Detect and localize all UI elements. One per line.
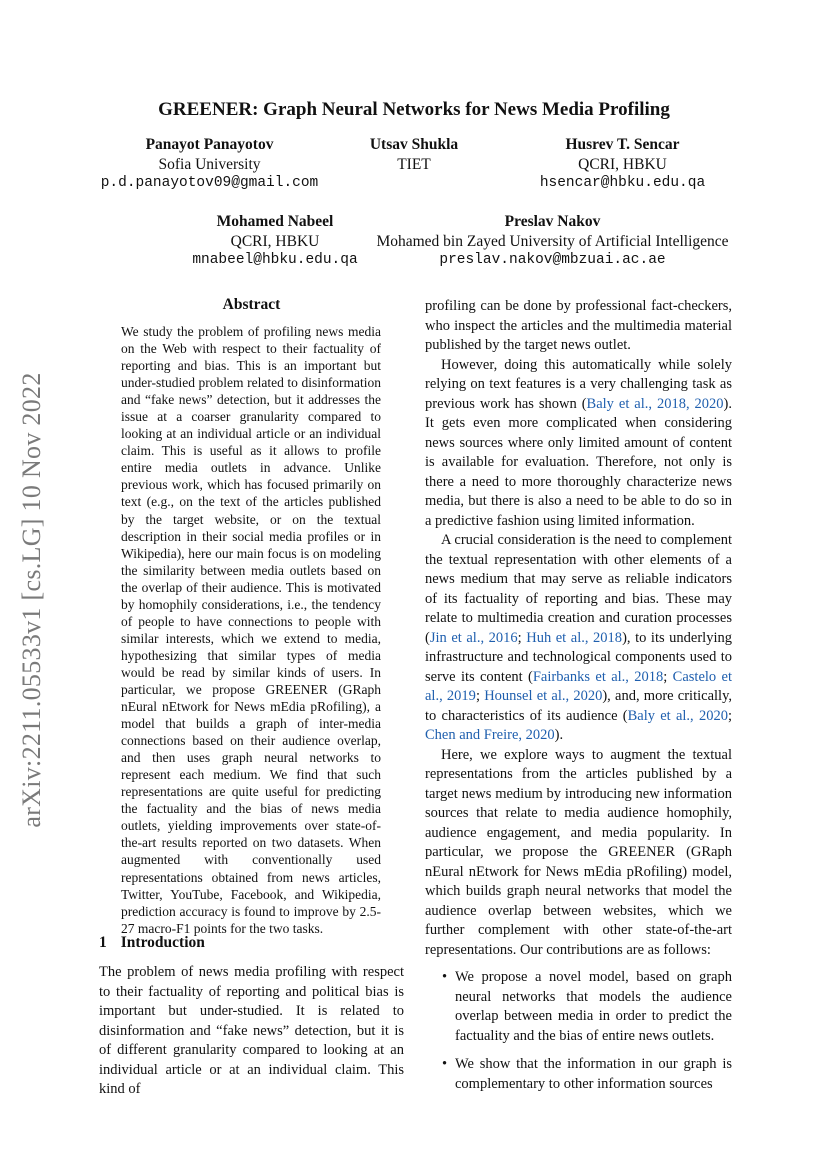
text-run: ). It gets even more complicated when considering news sources where only limited amount of content is available for evaluation. Therefore, not only is there a need to more thoroughly characterize news media, but there is also a need to be able to do so in a predictive fashion using limited information. (425, 395, 732, 529)
author-name: Panayot Panayotov (145, 136, 274, 153)
text-run: However, doing this automatically while solely relying on text features is a very challenging task as previous work has shown ( (425, 356, 732, 412)
paragraph (425, 356, 732, 532)
author-name: Utsav Shukla (369, 136, 459, 153)
citation-link[interactable]: Baly et al., 2018, 2020 (586, 395, 724, 412)
bullet-icon: • (442, 969, 448, 985)
arxiv-identifier: arXiv:2211.05533v1 [cs.LG] 10 Nov 2022 (17, 372, 46, 828)
section-heading (99, 934, 205, 952)
abstract-text: We study the problem of profiling news media on the Web with respect to their factuality of reporting and bias. This is an important but under-studied problem related to disinformation and “fake news” detection, but it addresses the issue at a coarser granularity compared to looking at an individual article or an individual claim. This is useful as it allows to profile entire media outlets in advance. Unlike previous work, which has focused primarily on text (e.g., on the text of the articles published by the target website, or on the textual description in their social media profiles or in Wikipedia), here our main focus is on modeling the similarity between media outlets based on the overlap of their audience. This is motivated by homophily considerations, i.e., the tendency of people to have connections to people with similar interests, which we extend to media, hypothesizing that similar types of media would be read by similar kinds of users. In particular, we propose GREENER (GRaph nEural nEtwork for News mEdia pRofiling), a model that builds a graph of inter-media connections based on their audience overlap, and then uses graph neural networks to represent each medium. We find that such representations are quite useful for predicting the factuality and the bias of news media outlets, yielding improvements over state-of-the-art results reported on two datasets. When augmented with conventionally used representations obtained from news articles, Twitter, YouTube, Facebook, and Wikipedia, prediction accuracy is found to improve by 2.5-27 macro-F1 points for the two tasks. (121, 324, 381, 936)
abstract-heading: Abstract (222, 296, 281, 313)
author-email: preslav.nakov@mbzuai.ac.ae (439, 252, 666, 268)
text-run: ; (727, 707, 732, 724)
author-affiliation: QCRI, HBKU (578, 155, 667, 173)
citation-link[interactable]: Baly et al., 2020 (627, 707, 728, 724)
author-name: Husrev T. Sencar (565, 136, 680, 153)
citation-link[interactable]: Huh et al., 2018 (526, 629, 623, 646)
text-run: ; (517, 629, 527, 646)
author-affiliation: Sofia University (158, 155, 261, 173)
citation-link[interactable]: Fairbanks et al., 2018 (532, 668, 664, 685)
citation-link[interactable]: Chen and Freire, 2020 (425, 727, 555, 743)
contribution-list (425, 968, 732, 1094)
section-number: 1 (99, 934, 107, 951)
author-block (510, 135, 735, 194)
list-item (425, 968, 732, 1046)
author-name: Mohamed Nabeel (216, 213, 334, 230)
author-block (82, 135, 337, 194)
author-email: p.d.panayotov09@gmail.com (100, 175, 319, 191)
author-name: Preslav Nakov (504, 213, 601, 230)
text-run: ), to its underlying infrastructure and technological components used to serve its content ( (425, 629, 732, 685)
paragraph (425, 531, 732, 746)
list-item (425, 1055, 732, 1094)
citation-link[interactable]: Hounsel et al., 2020 (484, 688, 603, 704)
bullet-icon: • (442, 1056, 448, 1072)
author-email: mnabeel@hbku.edu.qa (192, 252, 358, 268)
text-run: ), and, more critically, to characteristics of its audience ( (425, 688, 733, 724)
text-run: A crucial consideration is the need to complement the textual representation with other elements of a news medium that may serve as reliable indicators of its factuality of reporting and bias. These may relate to multimedia creation and curation processes ( (425, 532, 732, 646)
citation-link[interactable]: Jin et al., 2016 (429, 629, 518, 646)
author-affiliation: Mohamed bin Zayed University of Artificial Intelligence (376, 232, 729, 250)
paragraph: Here, we explore ways to augment the textual representations from the articles published by a target news medium by introducing new information sources that relate to media audience homophily, audience engagement, and media popularity. In particular, we propose the GREENER (GRaph nEural nEtwork for News mEdia pRofiling) model, which builds graph neural networks that model the audience overlap between websites, which we further complement with other state-of-the-art representations. Our contributions are as follows: (425, 746, 732, 958)
intro-paragraph: The problem of news media profiling with respect to their factuality of reporting and political bias is important but under-studied. It is related to disinformation and “fake news” detection, but it is of different granularity compared to looking at an individual article or at an individual claim. This kind of (99, 964, 404, 1097)
author-block (360, 212, 745, 271)
section-title: Introduction (120, 934, 205, 951)
paragraph: profiling can be done by professional fact-checkers, who inspect the articles and the multimedia material published by the target news outlet. (425, 298, 732, 353)
author-affiliation: TIET (397, 155, 431, 173)
arxiv-side-label (12, 355, 52, 845)
author-affiliation: QCRI, HBKU (230, 232, 320, 250)
paper-title: GREENER: Graph Neural Networks for News Media Profiling (158, 99, 670, 120)
right-column (425, 297, 732, 1103)
list-item-text: We show that the information in our graph is complementary to other information sources (455, 1056, 732, 1092)
author-email: hsencar@hbku.edu.qa (539, 175, 706, 191)
text-run: ; (475, 688, 485, 704)
text-run: ). (554, 727, 564, 743)
author-block (344, 135, 484, 174)
text-run: ; (663, 668, 673, 685)
list-item-text: We propose a novel model, based on graph neural networks that models the audience overlap between media in order to predict the factuality and the bias of entire news outlets. (455, 969, 732, 1044)
author-block (170, 212, 380, 271)
citation-link[interactable]: Castelo et al., 2019 (425, 668, 732, 704)
